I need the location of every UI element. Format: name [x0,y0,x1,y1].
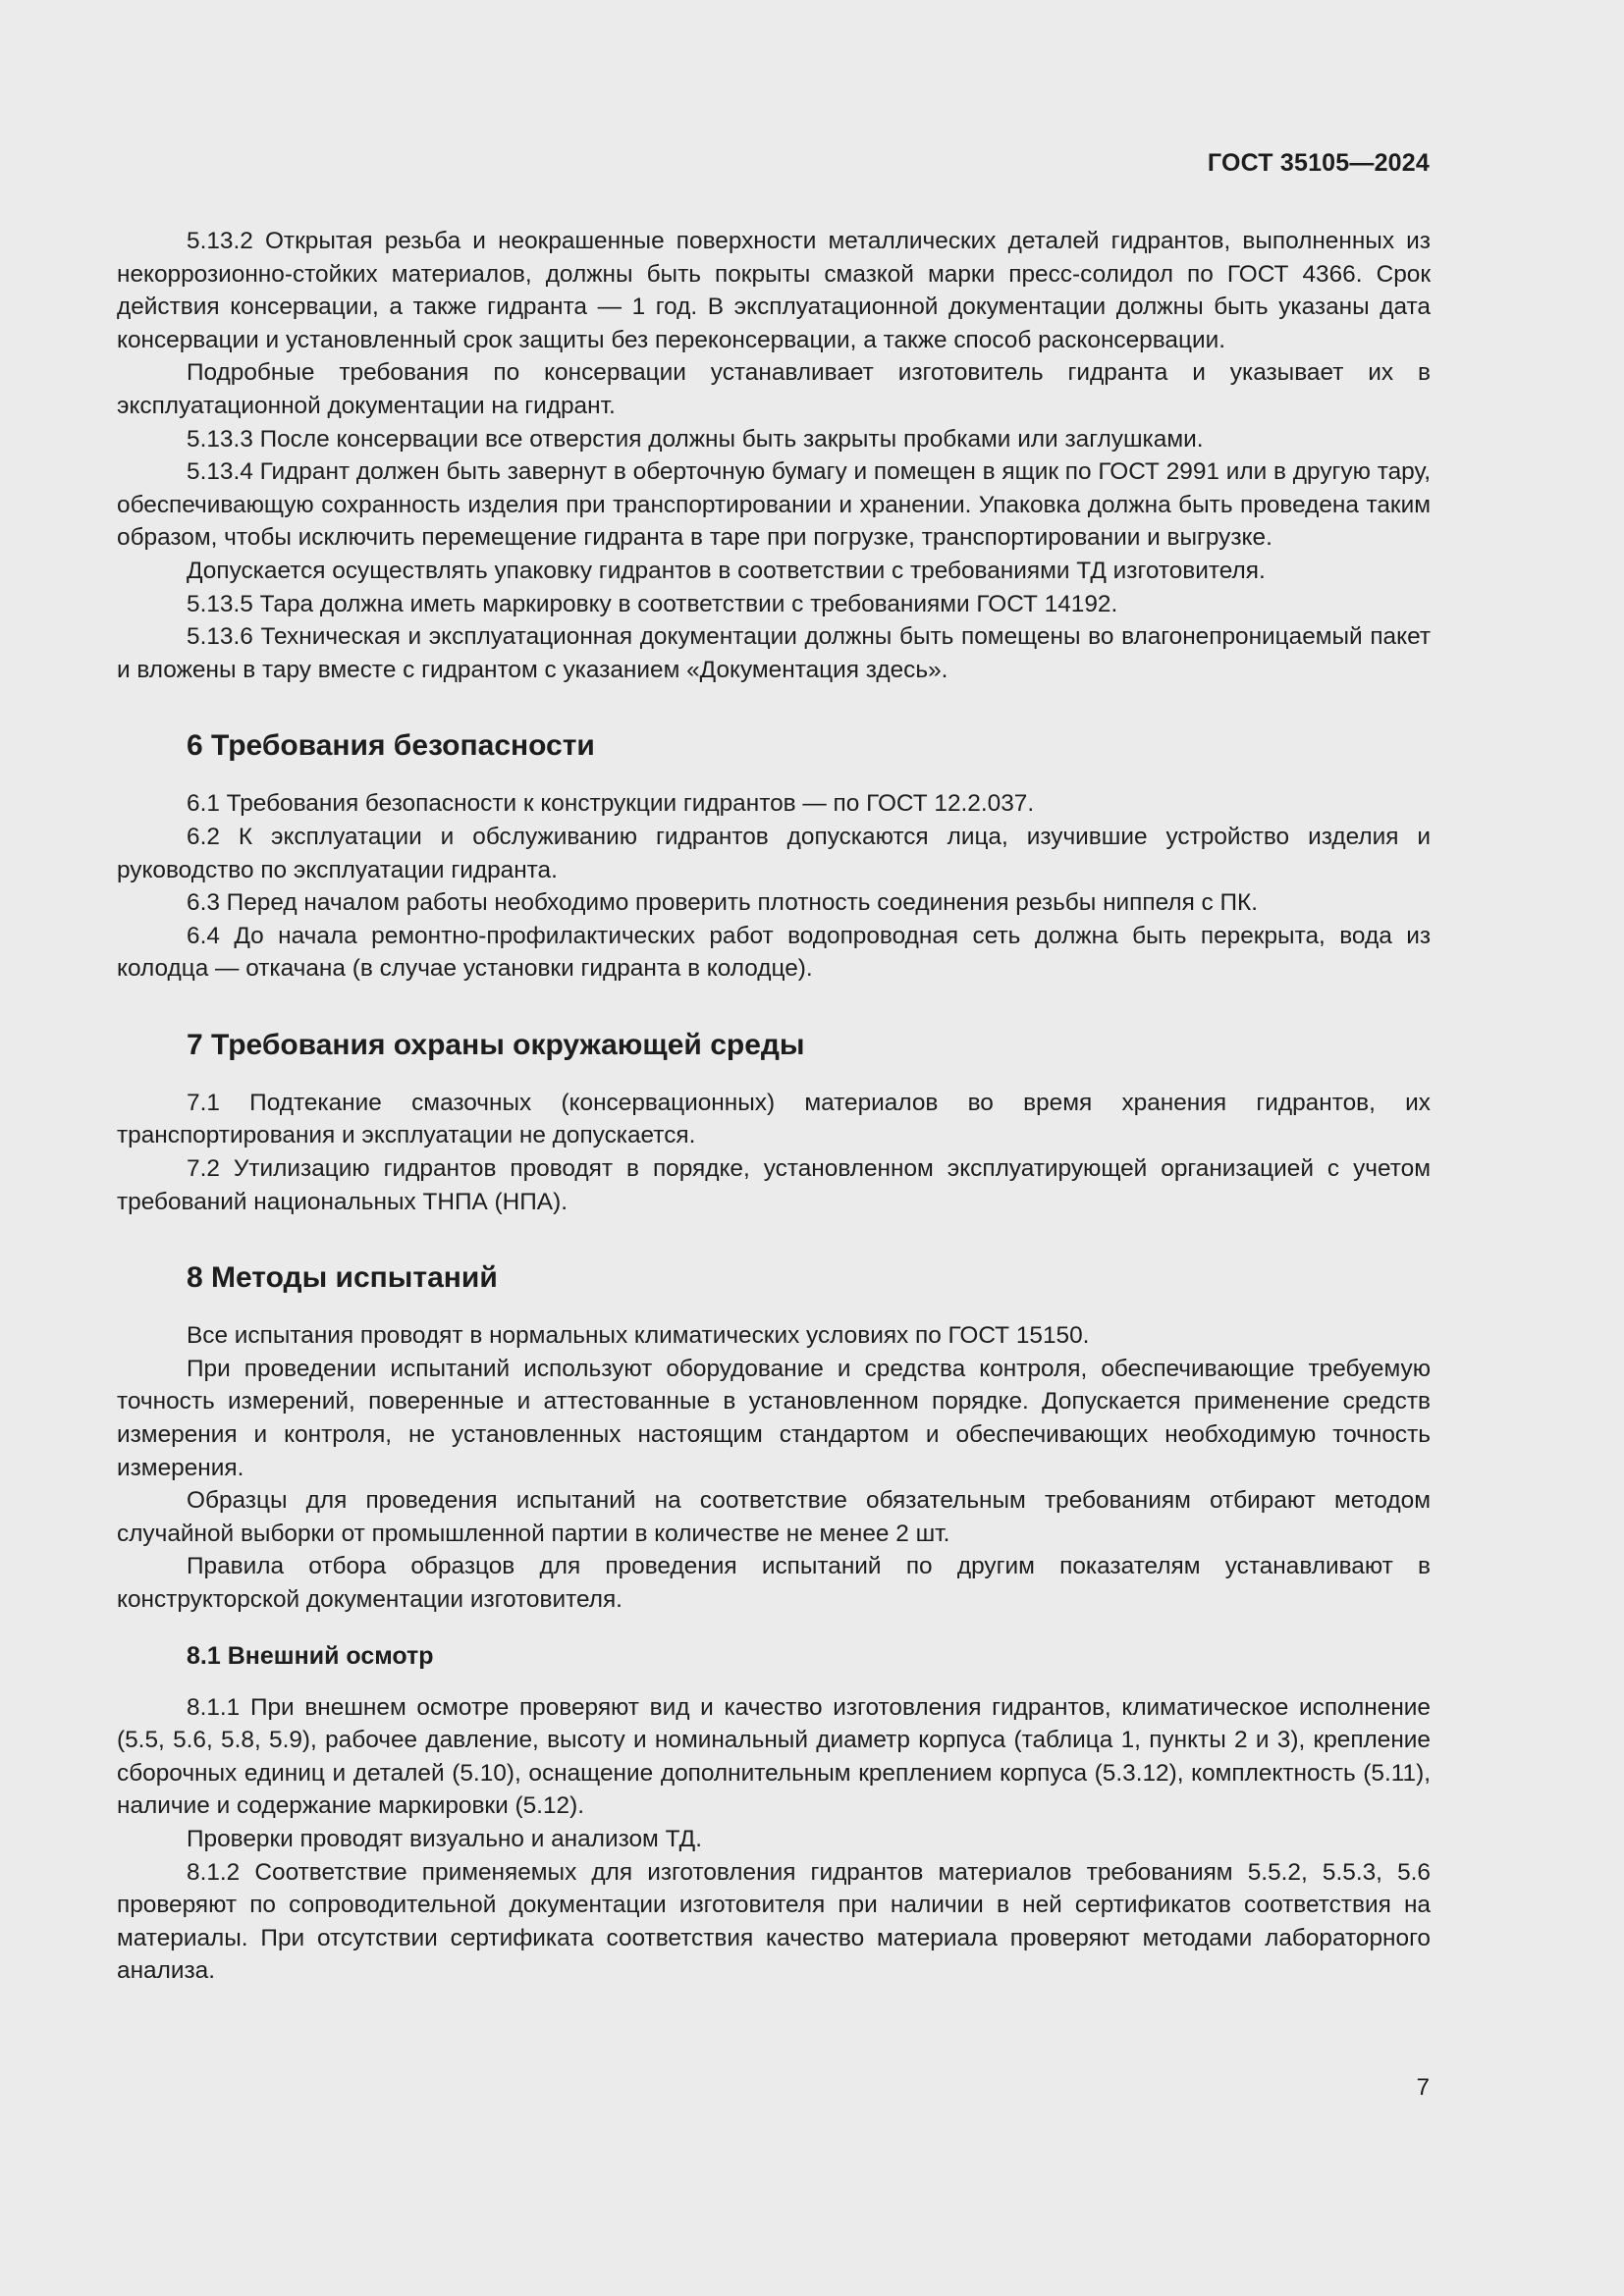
paragraph-5-13-2: 5.13.2 Открытая резьба и неокрашенные поверхности металлических деталей гидрантов, выполненных из некоррозионно-стойких материалов, должны быть покрыты смазкой марки пресс-солидол по ГОСТ 4366. Срок действия консервации, а также гидранта — 1 год. В эксплуатационной документации должны быть указаны дата консервации и установленный срок защиты без переконсервации, а также способ расконсервации. [117,228,1431,353]
paragraph-test-samples: Образцы для проведения испытаний на соответствие обязательным требованиям отбирают методом случайной выборки от промышленной партии в количестве не менее 2 шт. [117,1487,1431,1547]
page-content [117,225,1431,1988]
section-7-heading: 7 Требования охраны окружающей среды [187,1028,805,1061]
paragraph-6-1: 6.1 Требования безопасности к конструкции гидрантов — по ГОСТ 12.2.037. [187,790,1035,818]
paragraph-7-1: 7.1 Подтекание смазочных (консервационных) материалов во время хранения гидрантов, их транспортирования и эксплуатации не допускается. [117,1089,1431,1149]
standard-header: ГОСТ 35105—2024 [1207,149,1430,177]
section-6-heading: 6 Требования безопасности [187,729,595,763]
page-number: 7 [1416,2074,1430,2101]
paragraph-6-4: 6.4 До начала ремонтно-профилактических работ водопроводная сеть должна быть перекрыта, вода из колодца — откачана (в случае установки гидранта в колодце). [117,922,1431,983]
paragraph-5-13-3: 5.13.3 После консервации все отверстия должны быть закрыты пробками или заглушками. [187,425,1204,453]
subsection-8-1-heading: 8.1 Внешний осмотр [187,1641,434,1670]
paragraph-packaging-allowed: Допускается осуществлять упаковку гидрантов в соответствии с требованиями ТД изготовителя. [187,557,1266,584]
paragraph-5-13-5: 5.13.5 Тара должна иметь маркировку в соответствии с требованиями ГОСТ 14192. [187,590,1118,617]
paragraph-6-2: 6.2 К эксплуатации и обслуживанию гидрантов допускаются лица, изучившие устройство изделия и руководство по эксплуатации гидранта. [117,823,1431,883]
paragraph-8-1-1: 8.1.1 При внешнем осмотре проверяют вид и качество изготовления гидрантов, климатическое исполнение (5.5, 5.6, 5.8, 5.9), рабочее давление, высоту и номинальный диаметр корпуса (таблица 1, пункты 2 и 3), крепление сборочных единиц и деталей (5.10), оснащение дополнительным креплением корпуса (5.3.12), комплектность (5.11), наличие и содержание маркировки (5.12). [117,1693,1431,1820]
paragraph-8-1-2: 8.1.2 Соответствие применяемых для изготовления гидрантов материалов требованиям 5.5.2, 5.5.3, 5.6 проверяют по сопроводительной документации изготовителя при наличии в ней сертификатов соответствия на материалы. При отсутствии сертификата соответствия качество материала проверяют методами лабораторного анализа. [117,1858,1431,1985]
paragraph-conservation-details: Подробные требования по консервации устанавливает изготовитель гидранта и указывает их в эксплуатационной документации на гидрант. [117,359,1431,419]
paragraph-sampling-rules: Правила отбора образцов для проведения испытаний по другим показателям устанавливают в конструкторской документации изготовителя. [117,1553,1431,1613]
paragraph-test-conditions: Все испытания проводят в нормальных климатических условиях по ГОСТ 15150. [187,1322,1090,1350]
paragraph-5-13-4: 5.13.4 Гидрант должен быть завернут в оберточную бумагу и помещен в ящик по ГОСТ 2991 или в другую тару, обеспечивающую сохранность изделия при транспортировании и хранении. Упаковка должна быть проведена таким образом, чтобы исключить перемещение гидранта в таре при погрузке, транспортировании и выгрузке. [117,458,1431,552]
paragraph-test-equipment: При проведении испытаний используют оборудование и средства контроля, обеспечивающие требуемую точность измерений, поверенные и аттестованные в установленном порядке. Допускается применение средств измерения и контроля, не установленных настоящим стандартом и обеспечивающих необходимую точность измерения. [117,1355,1431,1481]
paragraph-7-2: 7.2 Утилизацию гидрантов проводят в порядке, установленном эксплуатирующей организацией с учетом требований национальных ТНПА (НПА). [117,1155,1431,1215]
paragraph-visual-check: Проверки проводят визуально и анализом ТД. [187,1825,702,1852]
paragraph-6-3: 6.3 Перед началом работы необходимо проверить плотность соединения резьбы ниппеля с ПК. [187,889,1259,917]
section-8-heading: 8 Методы испытаний [187,1261,498,1295]
paragraph-5-13-6: 5.13.6 Техническая и эксплуатационная документации должны быть помещены во влагонепроницаемый пакет и вложены в тару вместе с гидрантом с указанием «Документация здесь». [117,623,1431,683]
